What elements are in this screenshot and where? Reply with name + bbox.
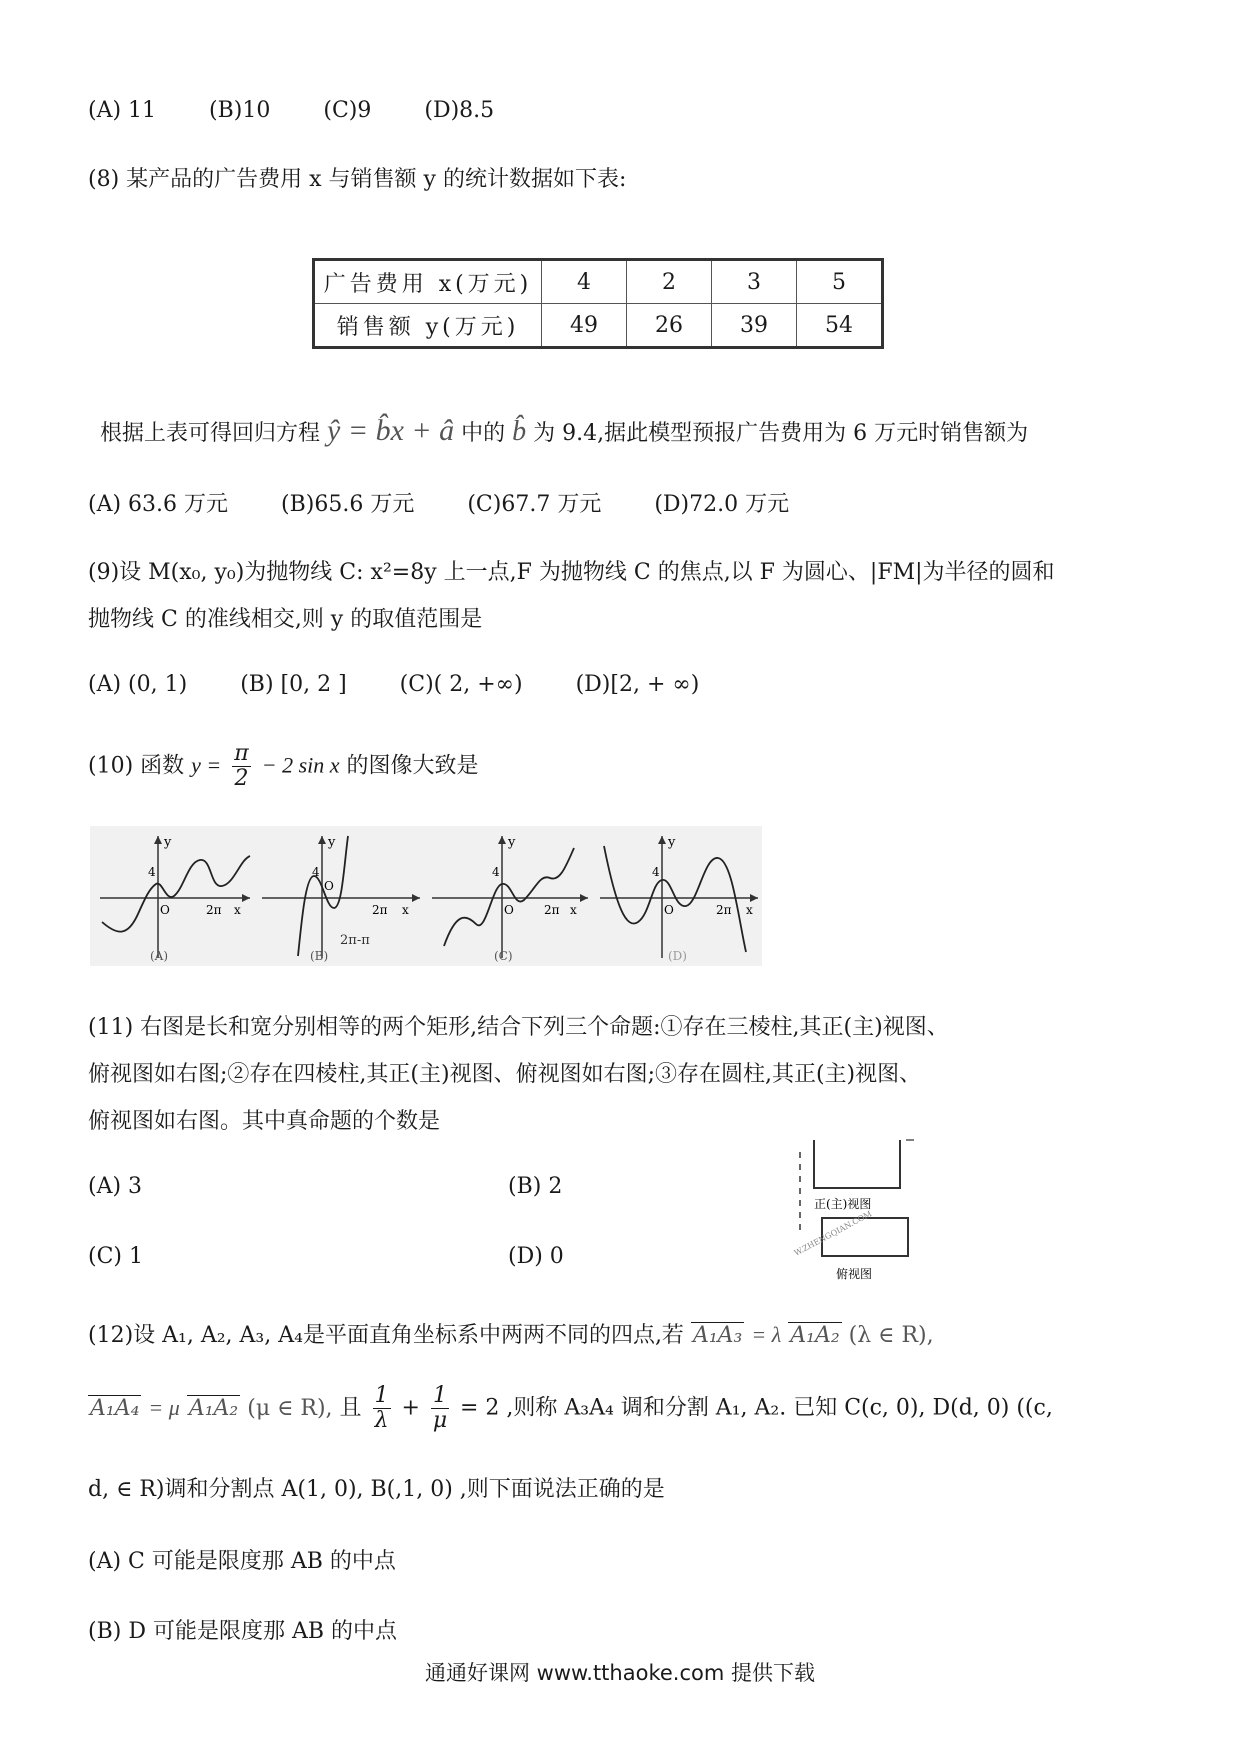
graph-c-label: (C) [494, 949, 513, 963]
q8-text-c: 为 9.4,据此模型预报广告费用为 6 万元时销售额为 [533, 421, 1029, 446]
q10-stem [88, 742, 479, 791]
table-row [314, 304, 883, 348]
table-cell: 3 [712, 260, 797, 304]
graph-b-label: (B) [310, 949, 329, 963]
q9-option-c: (C)( 2, +∞) [399, 672, 523, 697]
q10-func-y: y = [191, 752, 222, 778]
q10-func-rest: − 2 sin x [261, 752, 340, 778]
regression-equation: ŷ = b̂x + â [327, 414, 455, 447]
vector-a1a2: A₁A₂ [188, 1395, 239, 1421]
graph-a-tick-2pi: 2π [206, 903, 222, 917]
q10-graph-options [90, 826, 762, 966]
fraction-denominator: 2 [234, 766, 249, 791]
b-hat-symbol: b̂ [512, 416, 527, 447]
q12-line-3: d, ∈ R)调和分割点 A(1, 0), B(,1, 0) ,则下面说法正确的是 [88, 1477, 665, 1502]
fraction-denominator: μ [432, 1408, 448, 1433]
fraction-one-over-lambda [373, 1384, 391, 1433]
table-cell: 5 [797, 260, 883, 304]
lambda-in-r: (λ ∈ R), [848, 1323, 934, 1348]
graph-c-tick-2pi: 2π [544, 903, 560, 917]
graph-b-axis-y: y [328, 835, 336, 850]
fraction-one-over-mu [431, 1384, 449, 1433]
table-cell: 54 [797, 304, 883, 348]
vector-a1a4: A₁A₄ [90, 1395, 140, 1421]
vector-a1a3: A₁A₃ [692, 1323, 743, 1348]
q7-options [88, 98, 540, 123]
fraction-denominator: λ [374, 1408, 389, 1433]
top-view-label: 俯视图 [836, 1267, 873, 1281]
q8-options [88, 487, 835, 518]
q8-text-a: 根据上表可得回归方程 [100, 421, 321, 446]
equals-lambda: = λ [751, 1322, 782, 1347]
q11-line-1: (11) 右图是长和宽分别相等的两个矩形,结合下列三个命题:①存在三棱柱,其正(主)视图、 [88, 1015, 949, 1040]
graph-b-axis-x: x [402, 903, 409, 917]
graph-c-axis-y: y [508, 835, 516, 850]
graph-d-axis-x: x [746, 903, 753, 917]
mu-in-r: (μ ∈ R), [247, 1395, 333, 1421]
graph-b-tick-2pi: 2π [372, 903, 388, 917]
table-cell: 49 [542, 304, 627, 348]
graph-d-tick-2pi: 2π [716, 903, 732, 917]
graph-a-axis-y: y [164, 835, 172, 850]
q8-option-d: (D)72.0 万元 [654, 492, 790, 517]
q12-vector-equation-1 [691, 1323, 934, 1348]
graph-d-origin: O [664, 903, 674, 917]
graph-d-tick-4: 4 [652, 865, 660, 879]
graph-d-axis-y: y [668, 835, 676, 850]
page-footer: 通通好课网 www.tthaoke.com 提供下载 [425, 1661, 815, 1685]
q11-option-b: (B) 2 [508, 1174, 563, 1199]
graph-b-handwriting: 2π-π [340, 933, 370, 948]
fraction-numerator: 1 [374, 1383, 389, 1408]
q12-vector-equation-2 [88, 1396, 340, 1421]
q8-regression-line [100, 414, 1028, 448]
q9-option-d: (D)[2, + ∞) [575, 672, 700, 697]
graph-a-axis-x: x [234, 903, 241, 917]
figure-watermark: W.ZHENGQIAN.COM [792, 1209, 874, 1258]
q12-line-2 [88, 1384, 1053, 1433]
q7-option-d: (D)8.5 [424, 98, 495, 123]
table-row [314, 260, 883, 304]
graph-a-origin: O [160, 903, 170, 917]
graph-c-axis-x: x [570, 903, 577, 917]
q8-option-c: (C)67.7 万元 [467, 492, 602, 517]
table-cell-header: 广告费用 x(万元) [314, 260, 542, 304]
q8-option-a: (A) 63.6 万元 [88, 492, 229, 517]
table-cell: 2 [627, 260, 712, 304]
q11-option-c: (C) 1 [88, 1244, 143, 1269]
vector-a1a2: A₁A₂ [790, 1323, 840, 1348]
graph-d-label: (D) [668, 949, 687, 963]
q11-option-d: (D) 0 [508, 1244, 564, 1269]
q11-option-a: (A) 3 [88, 1174, 143, 1199]
q8-option-b: (B)65.6 万元 [281, 492, 415, 517]
q11-line-2: 俯视图如右图;②存在四棱柱,其正(主)视图、俯视图如右图;③存在圆柱,其正(主)视图、 [88, 1062, 922, 1087]
q7-option-c: (C)9 [323, 98, 372, 123]
front-view-rect [814, 1140, 900, 1188]
table-cell: 39 [712, 304, 797, 348]
table-cell: 26 [627, 304, 712, 348]
plus-sign: + [401, 1395, 420, 1421]
q10-fraction [232, 742, 250, 791]
q12-text-and: 且 [339, 1395, 362, 1421]
q8-stem: (8) 某产品的广告费用 x 与销售额 y 的统计数据如下表: [88, 167, 627, 192]
graph-strip-background [90, 826, 762, 966]
q12-option-b: (B) D 可能是限度那 AB 的中点 [88, 1619, 397, 1644]
equals-mu: = μ [148, 1394, 180, 1420]
q8-data-table [312, 258, 884, 349]
q10-prefix: (10) 函数 [88, 753, 185, 779]
fraction-numerator: π [234, 741, 249, 766]
graph-a-label: (A) [150, 949, 169, 963]
graph-c-origin: O [504, 903, 514, 917]
q7-option-a: (A) 11 [88, 98, 157, 123]
q11-line-3: 俯视图如右图。其中真命题的个数是 [88, 1109, 441, 1134]
front-view-label: 正(主)视图 [814, 1197, 872, 1211]
q12-text-a: (12)设 A₁, A₂, A₃, A₄是平面直角坐标系中两两不同的四点,若 [88, 1323, 684, 1348]
q7-option-b: (B)10 [209, 98, 271, 123]
fraction-numerator: 1 [432, 1383, 447, 1408]
graph-b-origin: O [324, 879, 334, 893]
q12-text-b: ,则称 A₃A₄ 调和分割 A₁, A₂. 已知 C(c, 0), D(d, 0) ((c, [506, 1395, 1053, 1421]
q9-line-1: (9)设 M(x₀, y₀)为抛物线 C: x²=8y 上一点,F 为抛物线 C 的焦点,以 F 为圆心、|FM|为半径的圆和 [88, 560, 1055, 585]
graph-c-tick-4: 4 [492, 865, 500, 879]
graph-b-tick-4: 4 [312, 865, 320, 879]
graph-a-tick-4: 4 [148, 865, 156, 879]
q11-figure [792, 1134, 920, 1286]
table-cell-header: 销售额 y(万元) [314, 304, 542, 348]
q9-option-b: (B) [0, 2 ] [240, 672, 347, 697]
q8-text-b: 中的 [461, 421, 506, 446]
q12-option-a: (A) C 可能是限度那 AB 的中点 [88, 1549, 396, 1574]
q9-options [88, 672, 745, 697]
equals-two: = 2 [459, 1395, 500, 1421]
q12-line-1 [88, 1318, 934, 1349]
table-cell: 4 [542, 260, 627, 304]
q9-option-a: (A) (0, 1) [88, 672, 188, 697]
q9-line-2: 抛物线 C 的准线相交,则 y 的取值范围是 [88, 607, 483, 632]
q10-suffix: 的图像大致是 [346, 753, 479, 779]
